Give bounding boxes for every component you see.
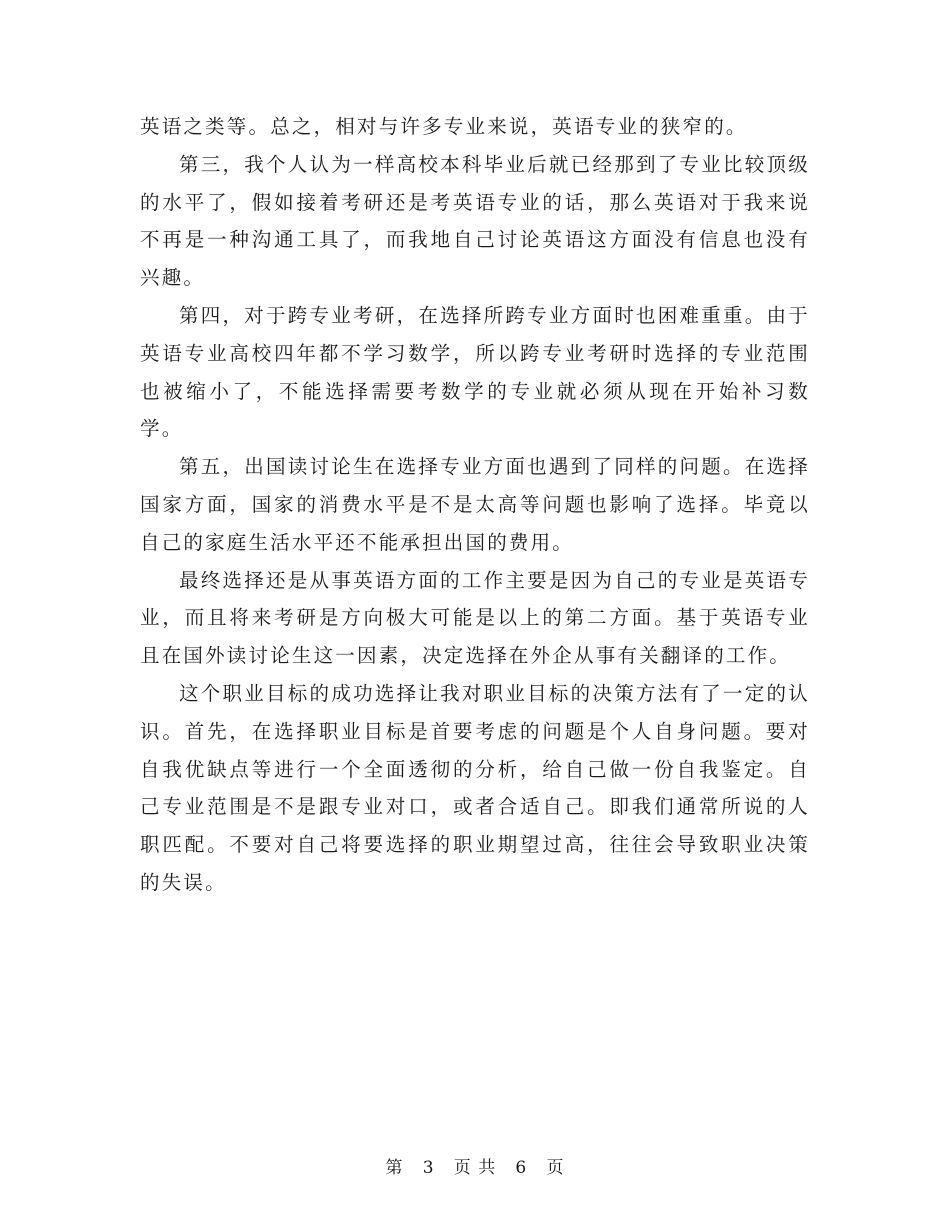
paragraph-continuation: 英语之类等。总之，相对与许多专业来说，英语专业的狭窄的。 <box>140 115 748 138</box>
paragraph-fifth-point: 第五，出国读讨论生在选择专业方面也遇到了同样的问题。在选择国家方面，国家的消费水平是不是太高等问题也影响了选择。毕竟以自己的家庭生活水平还不能承担出国的费用。 <box>140 455 810 554</box>
paragraph-fourth-point: 第四，对于跨专业考研，在选择所跨专业方面时也困难重重。由于英语专业高校四年都不学习数学，所以跨专业考研时选择的专业范围也被缩小了，不能选择需要考数学的专业就必须从现在开始补习数学。 <box>140 303 810 441</box>
paragraph-third-point: 第三，我个人认为一样高校本科毕业后就已经那到了专业比较顶级的水平了，假如接着考研还是考英语专业的话，那么英语对于我来说不再是一种沟通工具了，而我地自己讨论英语这方面没有信息也没有兴趣。 <box>140 152 810 290</box>
footer-prefix: 第 <box>385 1158 404 1178</box>
footer-current-page: 3 <box>422 1158 435 1178</box>
footer-middle: 页 共 <box>453 1158 497 1178</box>
paragraph-reflection: 这个职业目标的成功选择让我对职业目标的决策方法有了一定的认识。首先，在选择职业目标是首要考虑的问题是个人自身问题。要对自我优缺点等进行一个全面透彻的分析，给自己做一份自我鉴定。自己专业范围是不是跟专业对口，或者合适自己。即我们通常所说的人职匹配。不要对自己将要选择的职业期望过高，往往会导致职业决策的失误。 <box>140 681 810 894</box>
footer-total-pages: 6 <box>515 1158 528 1178</box>
page-footer <box>0 1153 950 1178</box>
document-body <box>140 108 810 902</box>
paragraph-final-choice: 最终选择还是从事英语方面的工作主要是因为自己的专业是英语专业，而且将来考研是方向极大可能是以上的第二方面。基于英语专业且在国外读讨论生这一因素，决定选择在外企从事有关翻译的工作。 <box>140 568 810 668</box>
footer-suffix: 页 <box>546 1158 565 1178</box>
